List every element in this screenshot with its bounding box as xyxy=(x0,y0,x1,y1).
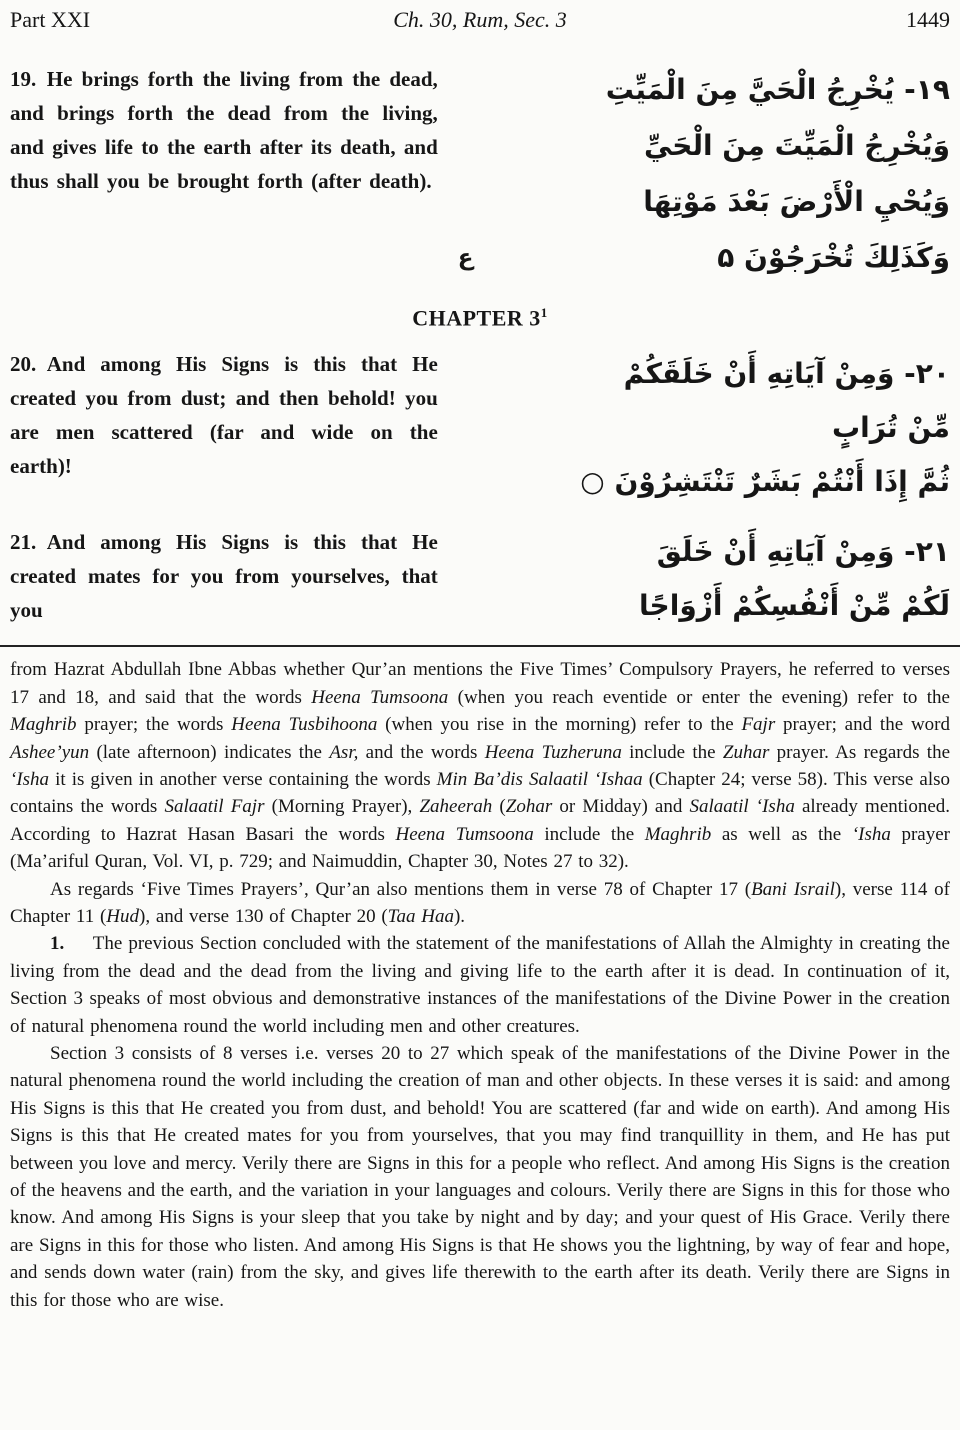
arabic-line: وَيُخْرِجُ الْمَيِّتَ مِنَ الْحَيِّ xyxy=(643,129,950,162)
page-number: 1449 xyxy=(906,7,950,32)
arabic-line: لَكُمْ مِّنْ أَنْفُسِكُمْ أَزْوَاجًا xyxy=(639,589,950,623)
arabic-line: مِّنْ تُرَابٍ xyxy=(832,411,950,445)
chapter-running-title: Ch. 30, Rum, Sec. 3 xyxy=(393,7,567,32)
footnote-paragraph: from Hazrat Abdullah Ibne Abbas whether Qur’an mentions the Five Times’ Compulsory Prayers, he referred to verses 17 and 18, and said that the words Heena Tumsoona (when you reach eventide or enter the evening) refer to the Maghrib prayer; the words Heena Tusbihoona (when you rise in the morning) refer to the Fajr prayer; and the word Ashee’yun (late afternoon) indicates the Asr, and the words Heena Tuzheruna include the Zuhar prayer. As regards the ‘Isha it is given in another verse containing the words Min Ba’dis Salaatil ‘Ishaa (Chapter 24; verse 58). This verse also contains the words Salaatil Fajr (Morning Prayer), Zaheerah (Zohar or Midday) and Salaatil ‘Isha already mentioned. According to Hazrat Hasan Basari the words Heena Tumsoona include the Maghrib as well as the ‘Isha prayer (Ma’ariful Quran, Vol. VI, p. 729; and Naimuddin, Chapter 30, Notes 27 to 32). xyxy=(10,659,951,873)
arabic-line: وَيُحْيِ الْأَرْضَ بَعْدَ مَوْتِهَا xyxy=(643,185,950,218)
verse-21-row xyxy=(10,525,950,633)
arabic-line: ۲۱- وَمِنْ آيَاتِهِ أَنْ خَلَقَ xyxy=(656,535,950,569)
verse-20-english: 20. And among His Signs is this that He created you from dust; and then behold! you are men scattered (far and wide on the earth)! xyxy=(10,352,438,479)
arabic-line xyxy=(456,230,950,286)
verse-19-row xyxy=(10,62,950,286)
arabic-line-text: وَكَذَلِكَ تُخْرَجُوْنَ ۵ xyxy=(717,241,950,274)
verse-19-arabic xyxy=(452,62,950,286)
footnote-paragraph: Section 3 consists of 8 verses i.e. verses 20 to 27 which speak of the manifestations of the Divine Power in the natural phenomena round the world including the creation of man and other objects. In these verses it is said: and among His Signs is this that He created you from dust, and behold! You are scattered (far and wide on earth). And among His Signs is this that He created mates for you from yourselves, that you may find tranquillity in them, and He has put between you love and mercy. Verily there are Signs in this for a people who reflect. And among His Signs is the creation of the heavens and the earth, and the variation in your languages and colours. Verily there are Signs in this for those who know. And among His Signs is your sleep that you take by night and by day; and your quest of His Grace. Verily there are Signs in this for those who listen. And among His Signs is that He shows you the lightning, by way of fear and hope, and sends down water (rain) from the sky, and gives life therewith to the earth after its death. Verily there are Signs in this for those who are wise. xyxy=(10,1043,950,1311)
footnote-paragraph: As regards ‘Five Times Prayers’, Qur’an also mentions them in verse 78 of Chapter 17 (Bani Israil), verse 114 of Chapter 11 (Hud), and verse 130 of Chapter 20 (Taa Haa). xyxy=(10,878,950,927)
arabic-line: ۲۰- وَمِنْ آيَاتِهِ أَنْ خَلَقَكُمْ xyxy=(623,357,950,391)
arabic-line: ۱۹- يُخْرِجُ الْحَيَّ مِنَ الْمَيِّتِ xyxy=(605,73,950,106)
chapter-heading-label: CHAPTER 3 xyxy=(412,305,541,331)
ruku-marker: ع xyxy=(457,245,474,271)
part-label: Part XXI xyxy=(10,7,91,32)
arabic-line: ثُمَّ إِذَا أَنْتُمْ بَشَرٌ تَنْتَشِرُوْنَ ○ xyxy=(580,465,950,499)
verse-19-english: 19. He brings forth the living from the dead, and brings forth the dead from the living, and gives life to the earth after its death, and thus shall you be brought forth (after death). xyxy=(10,67,438,193)
verse-21-arabic xyxy=(452,525,950,633)
verse-20-row xyxy=(10,347,950,509)
running-header xyxy=(10,6,950,34)
chapter-heading-footnote-ref: 1 xyxy=(540,305,548,320)
footnotes-section xyxy=(10,647,950,1314)
footnote-paragraph: 1. The previous Section concluded with the statement of the manifestations of Allah the Almighty in creating the living from the dead and the dead from the living and giving life to the earth after it is dead. In continuation of it, Section 3 speaks of most obvious and demonstrative instances of the manifestations of the Divine Power in the creation of natural phenomena round the world including men and other creatures. xyxy=(10,933,950,1037)
chapter-heading xyxy=(10,298,950,333)
verse-20-arabic xyxy=(452,347,950,509)
verse-21-english: 21. And among His Signs is this that He created mates for you from yourselves, that you xyxy=(10,530,438,623)
